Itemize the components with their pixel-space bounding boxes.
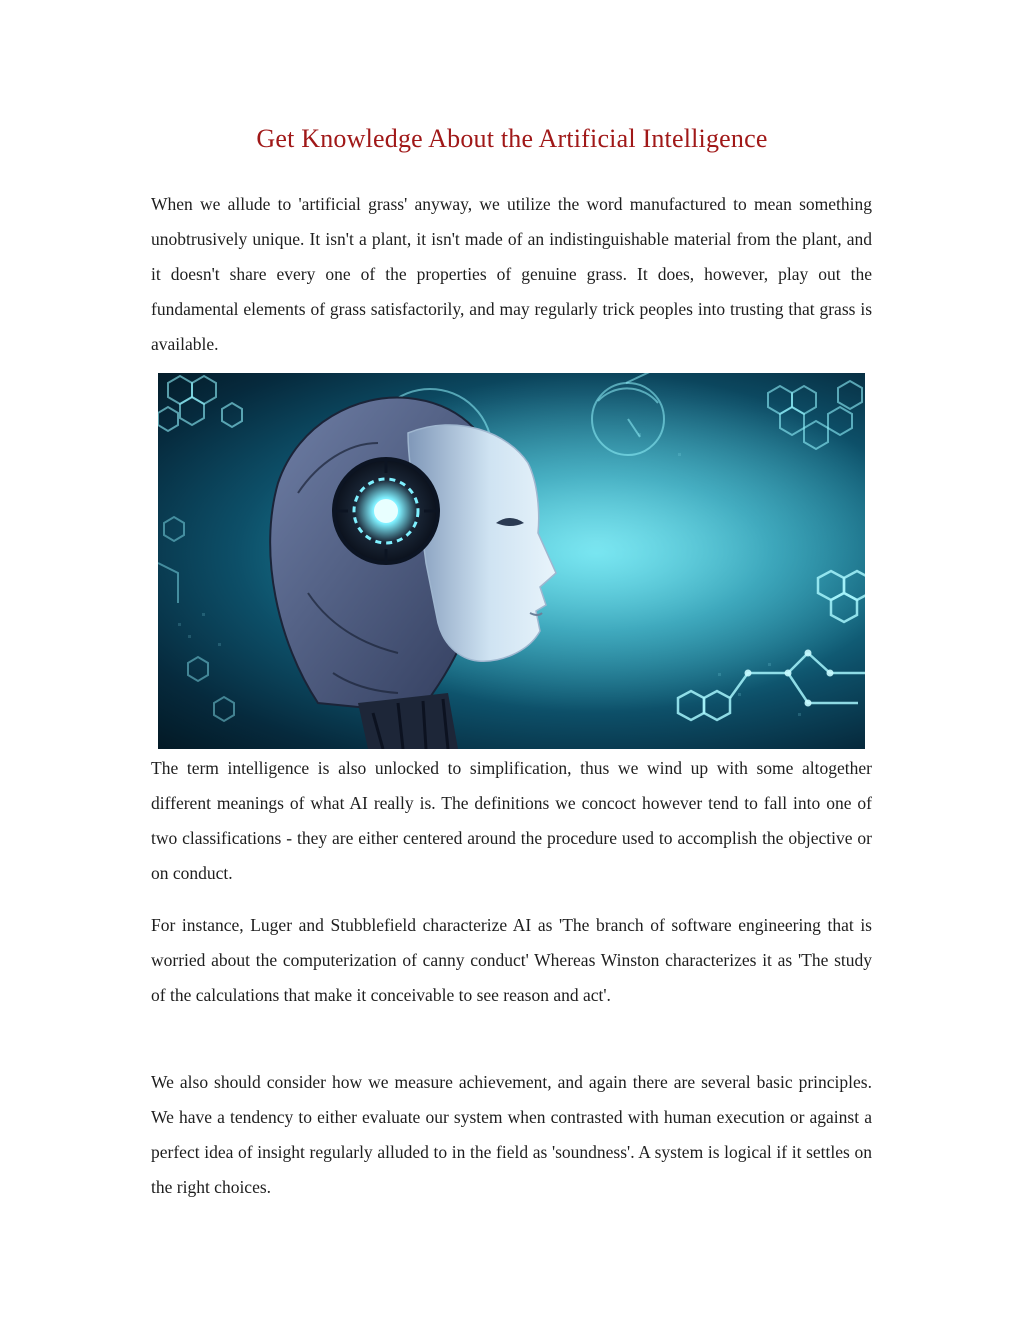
paragraph-definitions: The term intelligence is also unlocked to simplification, thus we wind up with some altogether different meanings of what AI really is. The definitions we concoct however tend to fall into one of two classifications - they are either centered around the procedure used to accomplish the objective or on conduct. bbox=[151, 758, 872, 883]
paragraph-examples: For instance, Luger and Stubblefield characterize AI as 'The branch of software engineering that is worried about the computerization of canny conduct' Whereas Winston characterizes it as 'The study of the calculations that make it conceivable to see reason and act'. bbox=[151, 915, 872, 1005]
robot-head-illustration bbox=[158, 373, 865, 749]
paragraph-measurement: We also should consider how we measure achievement, and again there are several basic principles. We have a tendency to either evaluate our system when contrasted with human execution or against a perfect idea of insight regularly alluded to in the field as 'soundness'. A system is logical if it settles on the right choices. bbox=[151, 1072, 872, 1197]
page-title: Get Knowledge About the Artificial Intelligence bbox=[256, 124, 768, 153]
robot-head-image bbox=[158, 373, 865, 749]
paragraph-intro: When we allude to 'artificial grass' anyway, we utilize the word manufactured to mean something unobtrusively unique. It isn't a plant, it isn't made of an indistinguishable material from the plant, and it doesn't share every one of the properties of genuine grass. It does, however, play out the fundamental elements of grass satisfactorily, and may regularly trick peoples into trusting that grass is available. bbox=[151, 194, 872, 354]
